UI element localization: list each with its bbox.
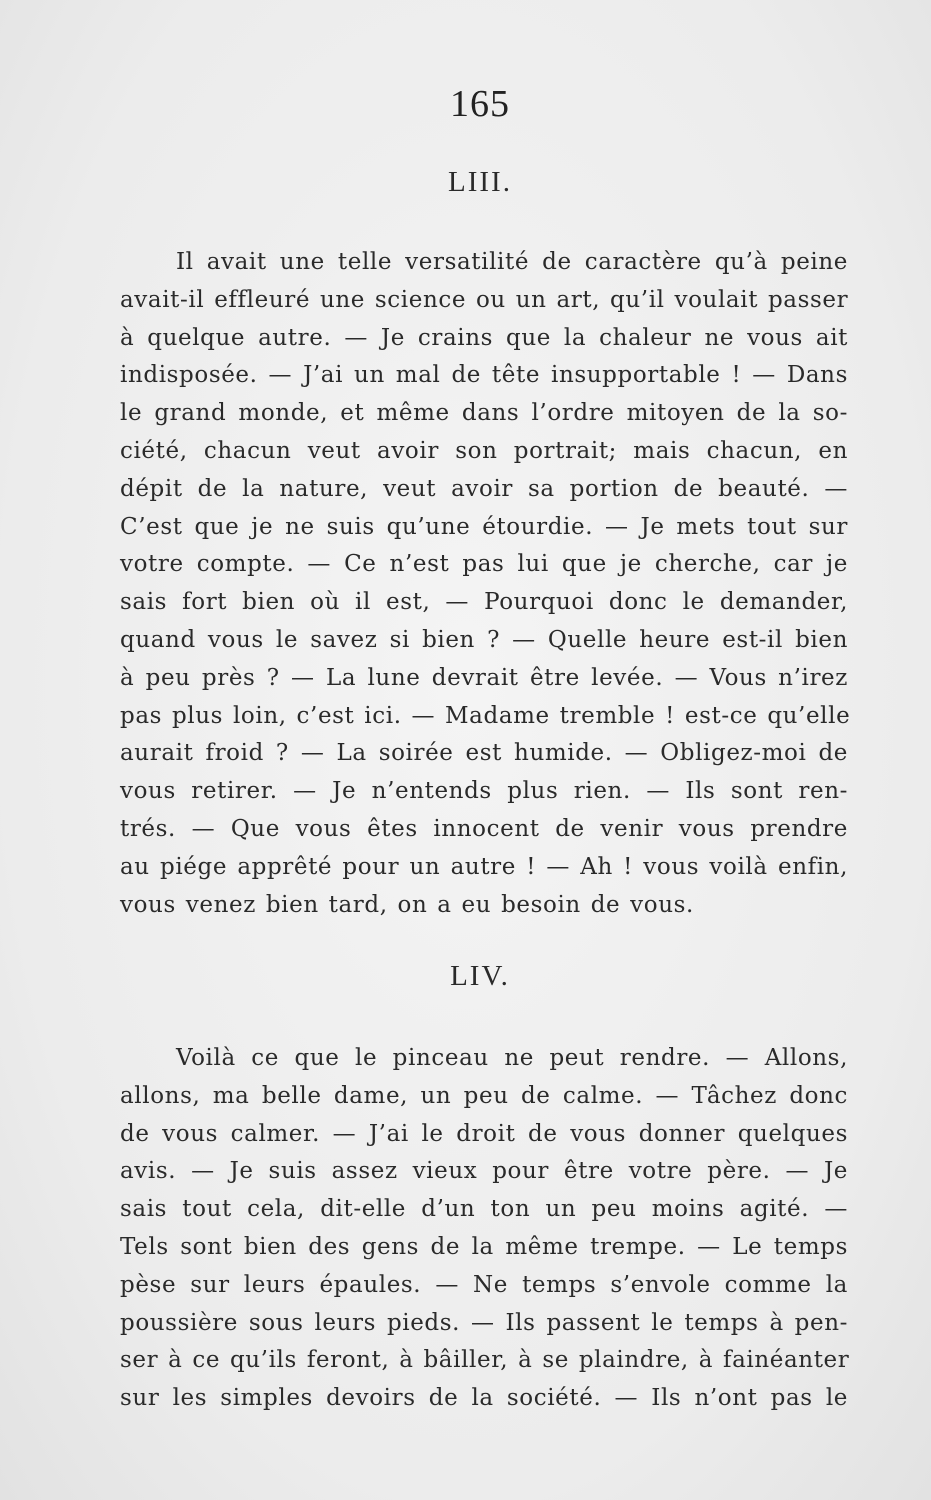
- page-number: 165: [450, 83, 510, 125]
- text-line: sais tout cela, dit-elle d’un ton un peu moins agité. —: [120, 1196, 848, 1223]
- text-line: le grand monde, et même dans l’ordre mitoyen de la so-: [120, 400, 848, 427]
- text-line: à quelque autre. — Je crains que la chaleur ne vous ait: [120, 324, 848, 351]
- text-line: avait-il effleuré une science ou un art, qu’il voulait passer: [120, 286, 849, 313]
- text-line: allons, ma belle dame, un peu de calme. — Tâchez donc: [120, 1082, 848, 1109]
- text-line: au piége apprêté pour un autre ! — Ah ! vous voilà enfin,: [120, 853, 848, 880]
- text-line: C’est que je ne suis qu’une étourdie. — Je mets tout sur: [120, 513, 848, 540]
- text-line: Tels sont bien des gens de la même trempe. — Le temps: [120, 1233, 848, 1260]
- text-line: indisposée. — J’ai un mal de tête insupportable ! — Dans: [120, 362, 848, 389]
- text-line: quand vous le savez si bien ? — Quelle heure est-il bien: [120, 626, 848, 653]
- text-line: pèse sur leurs épaules. — Ne temps s’envole comme la: [120, 1271, 848, 1298]
- text-line: ser à ce qu’ils feront, à bâiller, à se plaindre, à fainéanter: [120, 1347, 850, 1374]
- text-line: poussière sous leurs pieds. — Ils passent le temps à pen-: [120, 1309, 848, 1336]
- text-line: dépit de la nature, veut avoir sa portion de beauté. —: [120, 475, 848, 502]
- text-line: vous retirer. — Je n’entends plus rien. — Ils sont ren-: [120, 778, 848, 805]
- text-line: trés. — Que vous êtes innocent de venir vous prendre: [120, 815, 848, 842]
- text-line: Il avait une telle versatilité de caractère qu’à peine: [176, 249, 848, 275]
- text-line: de vous calmer. — J’ai le droit de vous donner quelques: [120, 1120, 848, 1147]
- text-line: vous venez bien tard, on a eu besoin de vous.: [120, 891, 694, 918]
- text-line: sais fort bien où il est, — Pourquoi donc le demander,: [120, 589, 848, 616]
- text-line: votre compte. — Ce n’est pas lui que je cherche, car je: [120, 551, 848, 578]
- section-text-liii: [120, 244, 851, 924]
- text-line: ciété, chacun veut avoir son portrait; mais chacun, en: [120, 437, 848, 464]
- text-line: à peu près ? — La lune devrait être levée. — Vous n’irez: [120, 664, 848, 691]
- text-line: Voilà ce que le pinceau ne peut rendre. — Allons,: [176, 1045, 848, 1071]
- text-line: avis. — Je suis assez vieux pour être votre père. — Je: [120, 1158, 848, 1185]
- text-line: aurait froid ? — La soirée est humide. — Obligez-moi de: [120, 740, 848, 767]
- section-heading-liv: LIV.: [450, 960, 510, 992]
- section-text-liv: [120, 1040, 848, 1418]
- section-heading-liii: LIII.: [448, 166, 512, 198]
- text-line: sur les simples devoirs de la société. — Ils n’ont pas le: [120, 1385, 848, 1412]
- text-line: pas plus loin, c’est ici. — Madame tremble ! est-ce qu’elle: [120, 702, 851, 729]
